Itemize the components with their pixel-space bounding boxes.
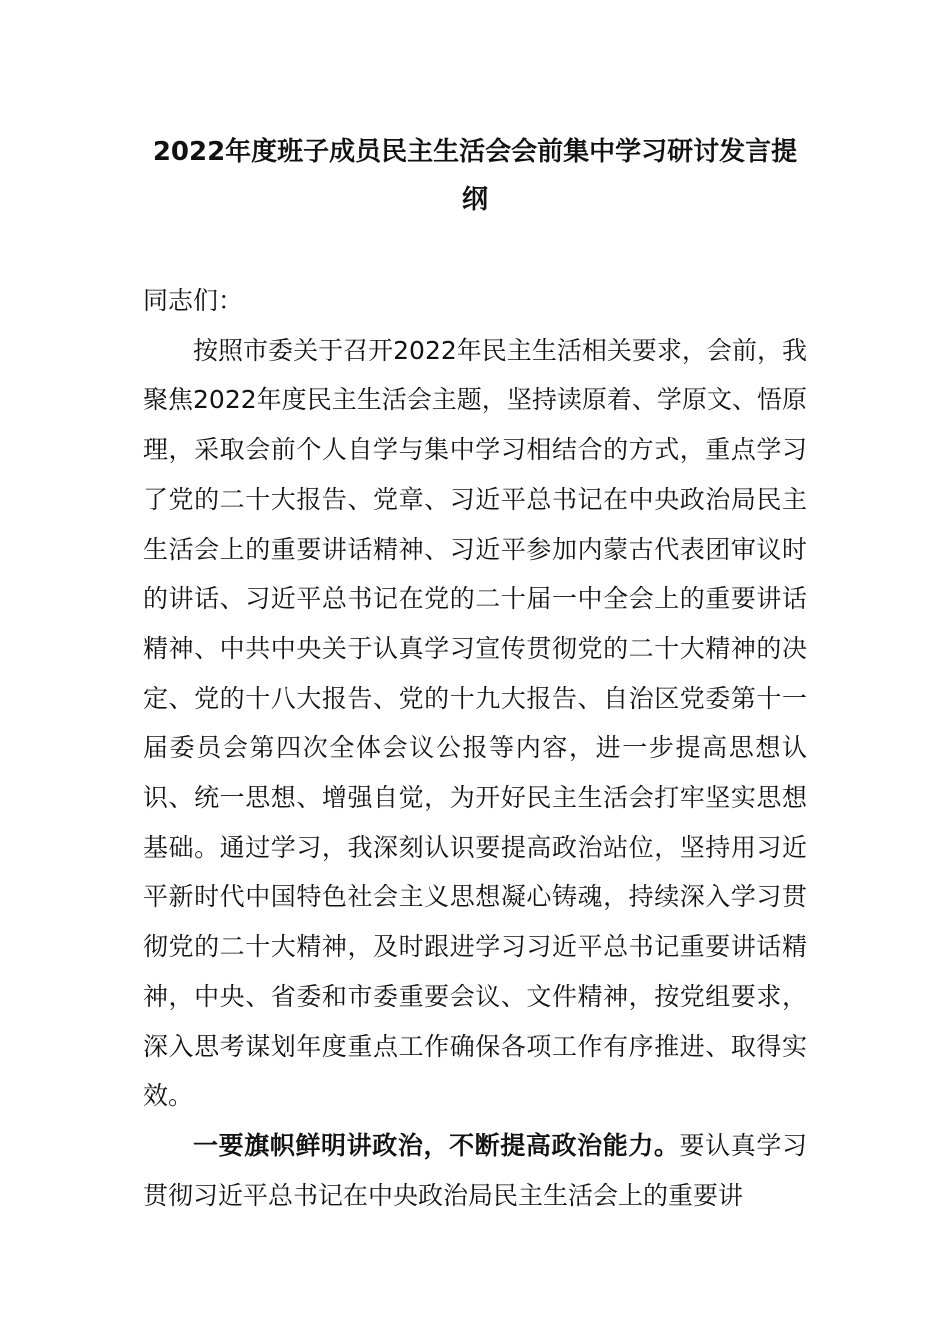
paragraph-intro: 按照市委关于召开2022年民主生活相关要求，会前，我聚焦2022年度民主生活会主题，坚持读原着、学原文、悟原理，采取会前个人自学与集中学习相结合的方式，重点学习了党的二十大报告、党章、习近平总书记在中央政治局民主生活会上的重要讲话精神、习近平参加内蒙古代表团审议时的讲话、习近平总书记在党的二十届一中全会上的重要讲话精神、中共中央关于认真学习宣传贯彻党的二十大精神的决定、党的十八大报告、党的十九大报告、自治区党委第十一届委员会第四次全体会议公报等内容，进一步提高思想认识、统一思想、增强自觉，为开好民主生活会打牢坚实思想基础。通过学习，我深刻认识要提高政治站位，坚持用习近平新时代中国特色社会主义思想凝心铸魂，持续深入学习贯彻党的二十大精神，及时跟进学习习近平总书记重要讲话精神，中央、省委和市委重要会议、文件精神，按党组要求，深入思考谋划年度重点工作确保各项工作有序推进、取得实效。 [143,335,807,1111]
point-one-text: 要认真学习贯彻习近平总书记在中央政治局民主生活会上的重要讲 [143,1130,807,1210]
document-body [143,276,807,1220]
paragraph-point-one [143,1121,807,1220]
point-one-heading: 一要旗帜鲜明讲政治，不断提高政治能力。 [193,1130,680,1160]
document-title: 2022年度班子成员民主生活会会前集中学习研讨发言提纲 [152,137,798,215]
salutation: 同志们： [143,286,244,315]
